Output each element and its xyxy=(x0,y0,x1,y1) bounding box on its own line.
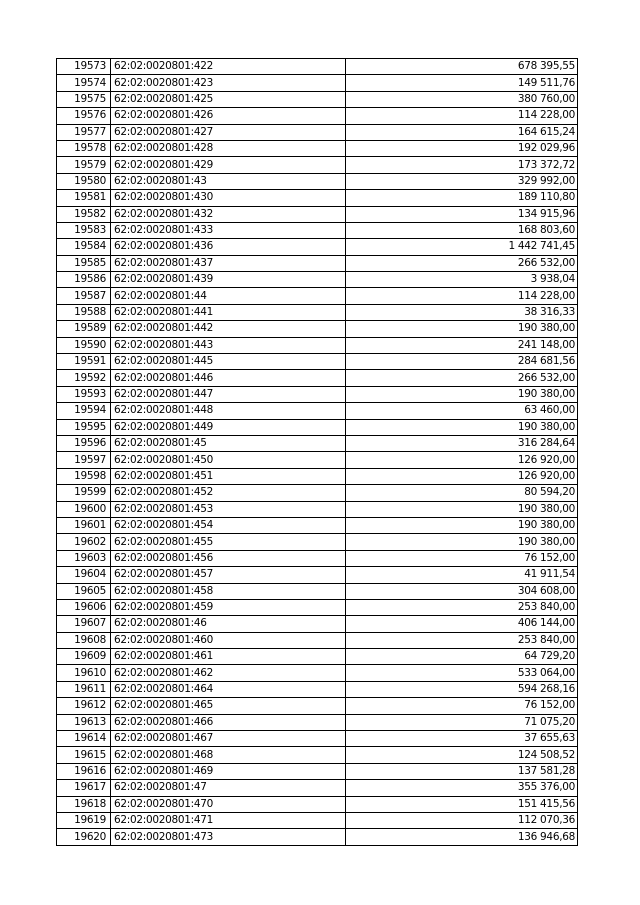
value-cell: 678 395,55 xyxy=(346,59,578,75)
cadastral-number-cell: 62:02:0020801:471 xyxy=(111,812,346,828)
table-row xyxy=(57,435,578,451)
table-row xyxy=(57,173,578,189)
value-cell: 38 316,33 xyxy=(346,304,578,320)
table-row xyxy=(57,599,578,615)
cadastral-number-cell: 62:02:0020801:441 xyxy=(111,304,346,320)
value-cell: 192 029,96 xyxy=(346,140,578,156)
row-number-cell: 19581 xyxy=(57,190,111,206)
cadastral-number-cell: 62:02:0020801:464 xyxy=(111,681,346,697)
row-number-cell: 19618 xyxy=(57,796,111,812)
value-cell: 190 380,00 xyxy=(346,419,578,435)
row-number-cell: 19584 xyxy=(57,239,111,255)
value-cell: 124 508,52 xyxy=(346,747,578,763)
value-cell: 151 415,56 xyxy=(346,796,578,812)
cadastral-number-cell: 62:02:0020801:447 xyxy=(111,386,346,402)
row-number-cell: 19586 xyxy=(57,272,111,288)
value-cell: 134 915,96 xyxy=(346,206,578,222)
cadastral-number-cell: 62:02:0020801:470 xyxy=(111,796,346,812)
table-row xyxy=(57,140,578,156)
table-row xyxy=(57,649,578,665)
table-row xyxy=(57,731,578,747)
cadastral-number-cell: 62:02:0020801:467 xyxy=(111,731,346,747)
table-row xyxy=(57,583,578,599)
row-number-cell: 19609 xyxy=(57,649,111,665)
cadastral-number-cell: 62:02:0020801:46 xyxy=(111,616,346,632)
row-number-cell: 19590 xyxy=(57,337,111,353)
row-number-cell: 19598 xyxy=(57,468,111,484)
row-number-cell: 19615 xyxy=(57,747,111,763)
row-number-cell: 19614 xyxy=(57,731,111,747)
cadastral-number-cell: 62:02:0020801:426 xyxy=(111,108,346,124)
cadastral-number-cell: 62:02:0020801:425 xyxy=(111,91,346,107)
value-cell: 266 532,00 xyxy=(346,255,578,271)
row-number-cell: 19582 xyxy=(57,206,111,222)
value-cell: 164 615,24 xyxy=(346,124,578,140)
cadastral-number-cell: 62:02:0020801:429 xyxy=(111,157,346,173)
row-number-cell: 19610 xyxy=(57,665,111,681)
value-cell: 63 460,00 xyxy=(346,403,578,419)
table-row xyxy=(57,501,578,517)
table-row xyxy=(57,386,578,402)
value-cell: 329 992,00 xyxy=(346,173,578,189)
value-cell: 253 840,00 xyxy=(346,632,578,648)
cadastral-number-cell: 62:02:0020801:432 xyxy=(111,206,346,222)
table-row xyxy=(57,452,578,468)
table-row xyxy=(57,681,578,697)
value-cell: 1 442 741,45 xyxy=(346,239,578,255)
cadastral-number-cell: 62:02:0020801:443 xyxy=(111,337,346,353)
cadastral-number-cell: 62:02:0020801:446 xyxy=(111,370,346,386)
row-number-cell: 19620 xyxy=(57,829,111,845)
value-cell: 137 581,28 xyxy=(346,763,578,779)
row-number-cell: 19619 xyxy=(57,812,111,828)
value-cell: 380 760,00 xyxy=(346,91,578,107)
table-body xyxy=(57,59,578,846)
row-number-cell: 19575 xyxy=(57,91,111,107)
table-row xyxy=(57,419,578,435)
row-number-cell: 19604 xyxy=(57,567,111,583)
cadastral-number-cell: 62:02:0020801:450 xyxy=(111,452,346,468)
value-cell: 126 920,00 xyxy=(346,468,578,484)
value-cell: 253 840,00 xyxy=(346,599,578,615)
cadastral-number-cell: 62:02:0020801:439 xyxy=(111,272,346,288)
cadastral-number-cell: 62:02:0020801:462 xyxy=(111,665,346,681)
row-number-cell: 19580 xyxy=(57,173,111,189)
table-row xyxy=(57,255,578,271)
cadastral-number-cell: 62:02:0020801:448 xyxy=(111,403,346,419)
table-row xyxy=(57,304,578,320)
value-cell: 190 380,00 xyxy=(346,386,578,402)
value-cell: 304 608,00 xyxy=(346,583,578,599)
row-number-cell: 19577 xyxy=(57,124,111,140)
table-row xyxy=(57,190,578,206)
value-cell: 190 380,00 xyxy=(346,321,578,337)
value-cell: 355 376,00 xyxy=(346,780,578,796)
cadastral-number-cell: 62:02:0020801:47 xyxy=(111,780,346,796)
value-cell: 149 511,76 xyxy=(346,75,578,91)
table-row xyxy=(57,468,578,484)
row-number-cell: 19585 xyxy=(57,255,111,271)
cadastral-number-cell: 62:02:0020801:461 xyxy=(111,649,346,665)
value-cell: 112 070,36 xyxy=(346,812,578,828)
value-cell: 37 655,63 xyxy=(346,731,578,747)
cadastral-number-cell: 62:02:0020801:45 xyxy=(111,435,346,451)
table-row xyxy=(57,337,578,353)
row-number-cell: 19593 xyxy=(57,386,111,402)
cadastral-number-cell: 62:02:0020801:436 xyxy=(111,239,346,255)
cadastral-number-cell: 62:02:0020801:428 xyxy=(111,140,346,156)
table-row xyxy=(57,288,578,304)
table-row xyxy=(57,698,578,714)
row-number-cell: 19583 xyxy=(57,222,111,238)
cadastral-number-cell: 62:02:0020801:466 xyxy=(111,714,346,730)
value-cell: 114 228,00 xyxy=(346,288,578,304)
cadastral-number-cell: 62:02:0020801:459 xyxy=(111,599,346,615)
row-number-cell: 19589 xyxy=(57,321,111,337)
row-number-cell: 19573 xyxy=(57,59,111,75)
cadastral-number-cell: 62:02:0020801:468 xyxy=(111,747,346,763)
value-cell: 266 532,00 xyxy=(346,370,578,386)
cadastral-number-cell: 62:02:0020801:430 xyxy=(111,190,346,206)
table-row xyxy=(57,714,578,730)
cadastral-number-cell: 62:02:0020801:469 xyxy=(111,763,346,779)
value-cell: 126 920,00 xyxy=(346,452,578,468)
table-row xyxy=(57,485,578,501)
cadastral-number-cell: 62:02:0020801:44 xyxy=(111,288,346,304)
row-number-cell: 19591 xyxy=(57,354,111,370)
row-number-cell: 19595 xyxy=(57,419,111,435)
table-row xyxy=(57,239,578,255)
table-row xyxy=(57,616,578,632)
table-row xyxy=(57,91,578,107)
table-row xyxy=(57,812,578,828)
value-cell: 76 152,00 xyxy=(346,550,578,566)
table-row xyxy=(57,124,578,140)
row-number-cell: 19599 xyxy=(57,485,111,501)
table-row xyxy=(57,272,578,288)
cadastral-number-cell: 62:02:0020801:473 xyxy=(111,829,346,845)
row-number-cell: 19601 xyxy=(57,517,111,533)
cadastral-number-cell: 62:02:0020801:442 xyxy=(111,321,346,337)
table-row xyxy=(57,206,578,222)
cadastral-number-cell: 62:02:0020801:460 xyxy=(111,632,346,648)
row-number-cell: 19616 xyxy=(57,763,111,779)
cadastral-number-cell: 62:02:0020801:452 xyxy=(111,485,346,501)
row-number-cell: 19596 xyxy=(57,435,111,451)
row-number-cell: 19617 xyxy=(57,780,111,796)
table-row xyxy=(57,75,578,91)
cadastral-number-cell: 62:02:0020801:451 xyxy=(111,468,346,484)
value-cell: 71 075,20 xyxy=(346,714,578,730)
table-row xyxy=(57,59,578,75)
value-cell: 406 144,00 xyxy=(346,616,578,632)
table-row xyxy=(57,763,578,779)
row-number-cell: 19600 xyxy=(57,501,111,517)
cadastral-number-cell: 62:02:0020801:43 xyxy=(111,173,346,189)
value-cell: 168 803,60 xyxy=(346,222,578,238)
table-row xyxy=(57,222,578,238)
table-row xyxy=(57,354,578,370)
cadastral-number-cell: 62:02:0020801:454 xyxy=(111,517,346,533)
table-row xyxy=(57,108,578,124)
cadastral-number-cell: 62:02:0020801:437 xyxy=(111,255,346,271)
table-row xyxy=(57,517,578,533)
value-cell: 284 681,56 xyxy=(346,354,578,370)
value-cell: 173 372,72 xyxy=(346,157,578,173)
table-row xyxy=(57,321,578,337)
value-cell: 114 228,00 xyxy=(346,108,578,124)
row-number-cell: 19576 xyxy=(57,108,111,124)
row-number-cell: 19613 xyxy=(57,714,111,730)
table-row xyxy=(57,370,578,386)
cadastral-number-cell: 62:02:0020801:445 xyxy=(111,354,346,370)
table-row xyxy=(57,780,578,796)
cadastral-number-cell: 62:02:0020801:458 xyxy=(111,583,346,599)
table-row xyxy=(57,550,578,566)
cadastral-number-cell: 62:02:0020801:427 xyxy=(111,124,346,140)
row-number-cell: 19579 xyxy=(57,157,111,173)
table-row xyxy=(57,829,578,845)
table-row xyxy=(57,747,578,763)
cadastral-number-cell: 62:02:0020801:456 xyxy=(111,550,346,566)
value-cell: 189 110,80 xyxy=(346,190,578,206)
cadastral-number-cell: 62:02:0020801:449 xyxy=(111,419,346,435)
value-cell: 64 729,20 xyxy=(346,649,578,665)
table-row xyxy=(57,796,578,812)
table-row xyxy=(57,632,578,648)
row-number-cell: 19578 xyxy=(57,140,111,156)
value-cell: 76 152,00 xyxy=(346,698,578,714)
table-row xyxy=(57,567,578,583)
table-row xyxy=(57,403,578,419)
value-cell: 241 148,00 xyxy=(346,337,578,353)
value-cell: 80 594,20 xyxy=(346,485,578,501)
row-number-cell: 19574 xyxy=(57,75,111,91)
row-number-cell: 19607 xyxy=(57,616,111,632)
value-cell: 3 938,04 xyxy=(346,272,578,288)
value-cell: 316 284,64 xyxy=(346,435,578,451)
cadastral-number-cell: 62:02:0020801:423 xyxy=(111,75,346,91)
row-number-cell: 19608 xyxy=(57,632,111,648)
row-number-cell: 19594 xyxy=(57,403,111,419)
value-cell: 594 268,16 xyxy=(346,681,578,697)
row-number-cell: 19612 xyxy=(57,698,111,714)
cadastral-number-cell: 62:02:0020801:465 xyxy=(111,698,346,714)
row-number-cell: 19597 xyxy=(57,452,111,468)
row-number-cell: 19603 xyxy=(57,550,111,566)
data-table xyxy=(56,58,578,846)
value-cell: 190 380,00 xyxy=(346,517,578,533)
row-number-cell: 19588 xyxy=(57,304,111,320)
table-row xyxy=(57,665,578,681)
value-cell: 136 946,68 xyxy=(346,829,578,845)
cadastral-number-cell: 62:02:0020801:455 xyxy=(111,534,346,550)
row-number-cell: 19611 xyxy=(57,681,111,697)
cadastral-number-cell: 62:02:0020801:457 xyxy=(111,567,346,583)
cadastral-number-cell: 62:02:0020801:453 xyxy=(111,501,346,517)
row-number-cell: 19606 xyxy=(57,599,111,615)
value-cell: 190 380,00 xyxy=(346,534,578,550)
value-cell: 190 380,00 xyxy=(346,501,578,517)
value-cell: 41 911,54 xyxy=(346,567,578,583)
cadastral-number-cell: 62:02:0020801:422 xyxy=(111,59,346,75)
row-number-cell: 19592 xyxy=(57,370,111,386)
row-number-cell: 19605 xyxy=(57,583,111,599)
table-row xyxy=(57,157,578,173)
value-cell: 533 064,00 xyxy=(346,665,578,681)
cadastral-number-cell: 62:02:0020801:433 xyxy=(111,222,346,238)
row-number-cell: 19602 xyxy=(57,534,111,550)
row-number-cell: 19587 xyxy=(57,288,111,304)
table-row xyxy=(57,534,578,550)
